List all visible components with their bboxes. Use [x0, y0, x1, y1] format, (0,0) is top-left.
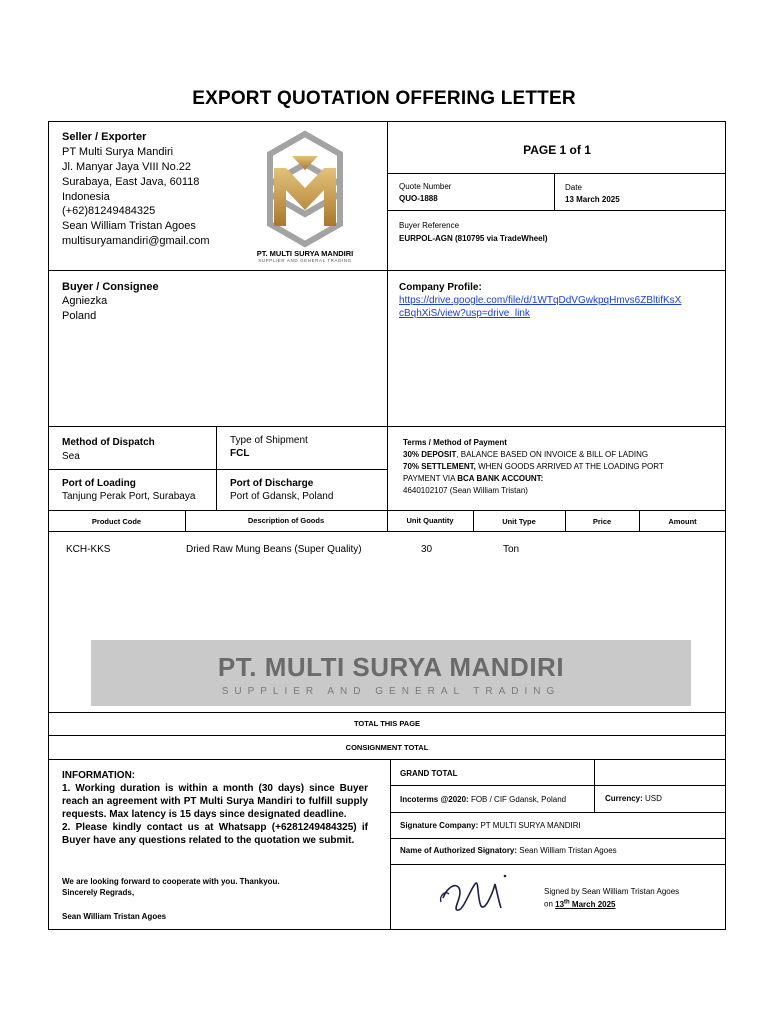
signed-day-suffix: th: [564, 899, 570, 905]
date-value: 13 March 2025: [565, 195, 620, 204]
authorized-signatory-label: Name of Authorized Signatory:: [400, 846, 518, 855]
watermark-banner: [91, 640, 691, 706]
unit-type: Ton: [503, 544, 520, 555]
buyer-line: Agniezka: [62, 295, 108, 307]
incoterms: [400, 794, 566, 805]
buyer-heading: Buyer / Consignee: [62, 281, 159, 293]
handwritten-signature: [435, 868, 525, 920]
grand-total-label: GRAND TOTAL: [400, 769, 458, 778]
terms-line: [403, 473, 543, 484]
product-description: Dried Raw Mung Beans (Super Quality): [186, 544, 362, 555]
divider: [390, 864, 726, 865]
seller-line: Sean William Tristan Agoes: [62, 220, 196, 232]
dispatch-value: Sea: [62, 451, 80, 462]
page-indicator: PAGE 1 of 1: [523, 143, 591, 157]
quote-number-label: Quote Number: [399, 182, 452, 191]
column-header: Product Code: [91, 517, 142, 526]
closing-signer: Sean William Tristan Agoes: [62, 912, 167, 921]
date-label: Date: [565, 183, 582, 192]
logo-mark-icon: [240, 130, 370, 248]
signed-day: 13: [555, 899, 565, 909]
document-title: EXPORT QUOTATION OFFERING LETTER: [192, 88, 576, 109]
divider: [387, 121, 388, 510]
information-paragraph: 2. Please kindly contact us at Whatsapp (+6281249484325) if Buyer have any questions related to the quotation we submit.: [62, 822, 368, 846]
closing-line: Sincerely Regrads,: [62, 888, 135, 897]
terms-text: , BALANCE BASED ON INVOICE & BILL OF LADING: [456, 450, 649, 459]
terms-line: 4640102107 (Sean William Tristan): [403, 486, 528, 495]
signature-company-label: Signature Company:: [400, 821, 479, 830]
divider: [390, 812, 726, 813]
company-logo: [240, 130, 370, 265]
column-header: Amount: [668, 517, 697, 526]
signed-on: [544, 897, 616, 910]
authorized-signatory-value: Sean William Tristan Agoes: [517, 846, 617, 855]
discharge-port-label: Port of Discharge: [230, 478, 314, 489]
dispatch-label: Method of Dispatch: [62, 437, 155, 448]
divider: [216, 426, 217, 510]
signed-date: [555, 900, 615, 909]
divider: [48, 735, 726, 736]
incoterms-value: FOB / CIF Gdansk, Poland: [468, 795, 567, 804]
signature-company-value: PT MULTI SURYA MANDIRI: [478, 821, 581, 830]
signature-company: [400, 820, 581, 831]
divider: [48, 759, 726, 760]
product-code: KCH-KKS: [66, 544, 111, 555]
information-block: [62, 769, 368, 847]
divider: [554, 173, 555, 210]
column-header: Unit Type: [502, 517, 536, 526]
divider: [48, 712, 726, 713]
shipment-value: FCL: [230, 448, 250, 459]
company-profile-link[interactable]: cBqhXiS/view?usp=drive_link: [399, 308, 530, 319]
currency: [605, 793, 662, 804]
loading-port-value: Tanjung Perak Port, Surabaya: [62, 491, 196, 502]
unit-quantity: 30: [421, 544, 433, 555]
loading-port-label: Port of Loading: [62, 478, 136, 489]
quote-number: QUO-1888: [399, 194, 438, 203]
information-paragraph: 1. Working duration is within a month (30 days) since Buyer reach an agreement with PT Multi Surya Mandiri to fulfill supply requests. Max latency is 15 days since designated deadline.: [62, 783, 368, 820]
seller-line: multisuryamandiri@gmail.com: [62, 235, 210, 247]
company-profile-label: Company Profile:: [399, 282, 482, 293]
terms-bold: BCA BANK ACCOUNT:: [457, 474, 544, 483]
total-this-page: TOTAL THIS PAGE: [353, 719, 421, 728]
terms-heading: Terms / Method of Payment: [403, 438, 507, 447]
company-profile-link[interactable]: https://drive.google.com/file/d/1WTqDdVGwkpqHmvs6ZBltifKsX: [399, 295, 682, 306]
buyer-line: Poland: [62, 310, 97, 322]
terms-line: [403, 461, 664, 472]
buyer-reference-label: Buyer Reference: [399, 221, 460, 230]
currency-label: Currency:: [605, 794, 643, 803]
discharge-port-value: Port of Gdansk, Poland: [230, 491, 334, 502]
column-header: Description of Goods: [247, 516, 325, 525]
watermark-subtitle: SUPPLIER AND GENERAL TRADING: [221, 686, 561, 697]
terms-bold: 30% DEPOSIT: [403, 450, 457, 459]
divider: [48, 469, 388, 470]
logo-tagline: SUPPLIER AND GENERAL TRADING: [258, 258, 352, 263]
divider: [388, 173, 726, 174]
divider: [48, 426, 726, 427]
divider: [390, 838, 726, 839]
seller-heading: Seller / Exporter: [62, 131, 147, 143]
signed-on-prefix: on: [544, 899, 556, 909]
terms-line: [403, 449, 648, 460]
seller-line: Surabaya, East Java, 60118: [62, 176, 200, 188]
seller-line: Jl. Manyar Jaya VIII No.22: [62, 161, 191, 173]
closing-line: We are looking forward to cooperate with you. Thankyou.: [62, 877, 280, 886]
information-heading: INFORMATION:: [62, 770, 136, 781]
shipment-label: Type of Shipment: [230, 435, 308, 446]
buyer-reference: EURPOL-AGN (810795 via TradeWheel): [399, 234, 548, 243]
watermark-title: PT. MULTI SURYA MANDIRI: [217, 652, 565, 682]
authorized-signatory: [400, 845, 617, 856]
divider: [48, 531, 726, 532]
seller-line: Indonesia: [62, 191, 110, 203]
terms-bold: 70% SETTLEMENT,: [403, 462, 476, 471]
currency-value: USD: [642, 794, 662, 803]
terms-text: PAYMENT VIA: [403, 474, 458, 483]
consignment-total: CONSIGNMENT TOTAL: [345, 743, 429, 752]
divider: [390, 785, 726, 786]
column-header: Price: [592, 517, 612, 526]
divider: [48, 270, 726, 271]
divider: [388, 210, 726, 211]
incoterms-label: Incoterms @2020:: [400, 795, 469, 804]
logo-name: PT. MULTI SURYA MANDIRI: [256, 249, 354, 258]
column-header: Unit Quantity: [406, 516, 454, 525]
signed-month-year: March 2025: [569, 899, 616, 909]
signed-by: Signed by Sean William Tristan Agoes: [544, 887, 680, 896]
terms-text: WHEN GOODS ARRIVED AT THE LOADING PORT: [475, 462, 664, 471]
seller-line: PT Multi Surya Mandiri: [62, 146, 174, 158]
seller-line: (+62)81249484325: [62, 205, 156, 217]
